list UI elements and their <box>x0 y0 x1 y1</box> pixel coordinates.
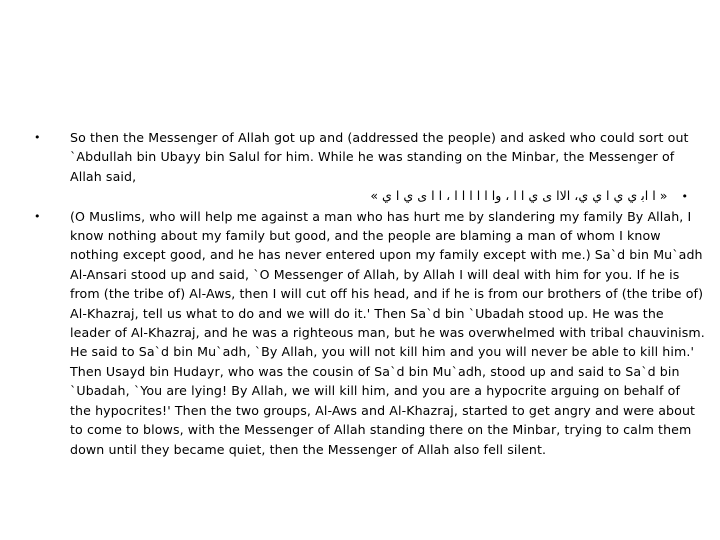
arabic-text: « ﺍ ﺍﺑ ﻱ ﻱ ﺍ ﻱ ﻱ، ﺍﻻﺍ ﻯ ﻱ ﺍ ﺍ ، ﻭﺍ ﺍ ﺍ ﺍ ﺍ ﺍ ، ﺍ ﺍ ﻯ ﻱ ﺍ ﻱ » <box>370 188 668 204</box>
bullet-item-arabic <box>30 186 688 206</box>
bullet-item-1 <box>30 128 705 186</box>
paragraph-text: So then the Messenger of Allah got up and (addressed the people) and asked who could sort out `Abdullah bin Ubayy bin Salul for him. While he was standing on the Minbar, the Messenger of Allah said, <box>70 130 689 184</box>
bullet-list <box>30 128 705 459</box>
bullet-icon: • <box>34 209 41 223</box>
paragraph-text: (O Muslims, who will help me against a man who has hurt me by slandering my family By Allah, I know nothing about my family but good, and the people are blaming a man of whom I know nothing except good, and he has never entered upon my family except with me.) Sa`d bin Mu`adh Al-Ansari stood up and said, `O Messenger of Allah, by Allah I will deal with him for you. If he is from (the tribe of) Al-Aws, then I will cut off his head, and if he is from our brothers of (the tribe of) Al-Khazraj, tell us what to do and we will do it.' Then Sa`d bin `Ubadah stood up. He was the leader of Al-Khazraj, and he was a righteous man, but he was overwhelmed with tribal chauvinism. He said to Sa`d bin Mu`adh, `By Allah, you will not kill him and you will never be able to kill him.' Then Usayd bin Hudayr, who was the cousin of Sa`d bin Mu`adh, stood up and said to Sa`d bin `Ubadah, `You are lying! By Allah, we will kill him, and you are a hypocrite arguing on behalf of the hypocrites!' Then the two groups, Al-Aws and Al-Khazraj, started to get angry and were about to come to blows, with the Messenger of Allah standing there on the Minbar, trying to calm them down until they became quiet, then the Messenger of Allah also fell silent. <box>70 208 705 457</box>
bullet-icon: • <box>681 190 688 204</box>
bullet-icon: • <box>34 131 41 144</box>
bullet-item-3 <box>30 207 705 459</box>
